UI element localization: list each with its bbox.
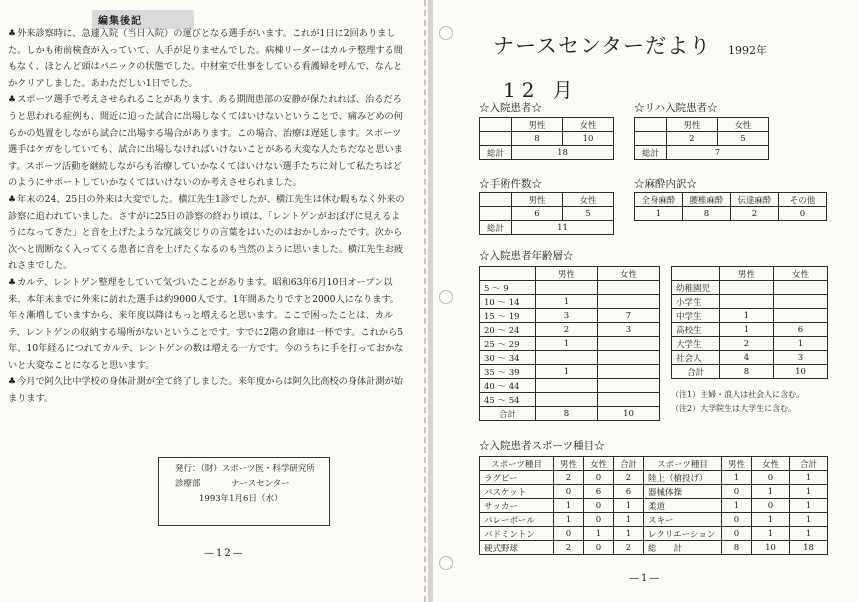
- age-table: 男性 女性 5 ～ 9 10 ～ 14 1 15 ～ 19 3 7 20 ～ 24 2 3 25 ～ 29 1 30 ～ 34 35 ～ 39 1 40 ～ 44 45 ～ 54 合計 8 10: [479, 266, 660, 421]
- table-row: 小学生: [672, 295, 828, 309]
- table-row: 大学生 2 1: [672, 337, 828, 351]
- editor-notes-body: [8, 26, 408, 408]
- editor-notes-heading: 編集後記: [92, 10, 194, 29]
- punch-hole-icon: [439, 290, 453, 304]
- page-number: —12—: [204, 548, 245, 559]
- page-number: —1—: [629, 573, 662, 584]
- table-row: 45 ～ 54: [480, 393, 660, 407]
- table-row: 社会人 4 3: [672, 351, 828, 365]
- footnote-1: （注1）主婦・浪人は社会人に含む。: [671, 390, 805, 399]
- paragraph: ♣カルテ、レントゲン整理をしていて気づいたことがあります。昭和63年6月10日オープン以来、本年末までに外来に訪れた選手は約9000人です。1年間あたりですと2000人になります。年々漸増していますから、来年度以降はもっと増えると思います。ここで困ったことは、カルテ、レントゲンの収納する場所がないということです。すでに2階の倉庫は一杯です。これから5年、10年経るにつれてカルテ、レントゲンの数は増える一方です。今のうちに手を打っておかないと大変なことになると思います。: [8, 276, 404, 371]
- table-row: 25 ～ 29 1: [480, 337, 660, 351]
- punch-hole-icon: [439, 26, 453, 40]
- table-row: 幼稚園児: [672, 281, 828, 295]
- right-page: [433, 0, 858, 602]
- table-row: 5 ～ 9: [480, 281, 660, 295]
- newsletter-title: ナースセンターだより: [493, 34, 712, 58]
- sports-title: ☆入院患者スポーツ種目☆: [479, 440, 605, 452]
- anesthesia-table: 全身麻酔 腰椎麻酔 伝達麻酔 その他 1 8 2 0: [634, 192, 827, 221]
- table-row: 高校生 1 6: [672, 323, 828, 337]
- sports-table: スポーツ種目 男性 女性 合計 スポーツ種目 男性 女性 合計 ラグビー 2 0 2 陸上（槍投げ） 1 0 1 バスケット 0 6 6 器械体操 0 1 1 サッカー 1 0 1 柔道 1 0 1 バレーボール 1 0 1 スキー 0 1 1 バドミントン 0 1 1 レクリエーション 0 1 1 硬式野球 2 0 2 総 計 8 10 18: [479, 456, 828, 555]
- paragraph: ♣今月で阿久比中学校の身体計測が全て終了しました。来年度からは阿久比高校の身体計測が始まります。: [8, 376, 403, 405]
- table-row: バレーボール 1 0 1 スキー 0 1 1: [480, 513, 828, 527]
- colophon-department: 診療部 ナースセンター: [175, 479, 290, 489]
- admissions-table: 男性 女性 8 10 総計 18: [479, 117, 614, 160]
- club-bullet-icon: ♣: [8, 277, 17, 288]
- paragraph: ♣年末の24、25日の外来は大変でした。横江先生1診でしたが、横江先生は休む暇もなく外来の診察に追われていました。さすがに25日の診察の終わり頃は、「レントゲンがおぼげに見えるようになってきた」と音を上げたような冗談交じりの言葉をはいたのはおかしかったです。次から次へと間断なく入ってくる患者に音を上げたくなるのも当然のように思いました。横江先生お疲れさまでした。: [8, 193, 405, 272]
- left-page: [0, 0, 428, 602]
- rehab-title: ☆リハ入院患者☆: [634, 102, 718, 114]
- table-row: 中学生 1: [672, 309, 828, 323]
- paragraph: ♣外来診察時に、急遽入院（当日入院）の運びとなる選手がいます。これが1日に2回ありました。しかも術前検査が入っていて、人手が足りませんでした。病棟リーダーはカルテ整理する間もなく、ほとんど頭はパニックの状態でした。中材室で仕事をしている看護婦を呼んで、なんとかクリアしました。あわただしい1日でした。: [8, 28, 403, 89]
- club-bullet-icon: ♣: [8, 194, 17, 205]
- punch-hole-icon: [439, 556, 453, 570]
- colophon-box: [158, 457, 330, 526]
- table-total-row: 合計 8 10: [672, 365, 828, 379]
- colophon-publisher: 発行：（財）スポーツ医・科学研究所: [175, 464, 315, 474]
- newsletter-year: 1992年: [728, 44, 767, 57]
- table-row: サッカー 1 0 1 柔道 1 0 1: [480, 499, 828, 513]
- table-row: 15 ～ 19 3 7: [480, 309, 660, 323]
- table-row: バドミントン 0 1 1 レクリエーション 0 1 1: [480, 527, 828, 541]
- club-bullet-icon: ♣: [8, 95, 17, 106]
- paragraph: ♣スポーツ選手で考えさせられることがあります。ある期間患部の安静が保たれれば、治るだろうと思われる症例も、間近に迫った試合に出場しなくてはいけないということで、痛みどめの何らかの処置をしながら試合に出場する場合があります。この場合、治療は遅延します。スポーツ選手はケガをしていても、試合に出場しなければいけないことがある大変な人たちだなと思います。スポーツ活動を継続しながらも治療していかなくてはいけない選手たちに対して私たちはどのようにサポートしていかなくてはいけないのか考えさせられました。: [8, 94, 403, 189]
- colophon-date: 1993年1月6日（水）: [199, 494, 283, 504]
- school-table: 男性 女性 幼稚園児 小学生 中学生 1 高校生 1 6 大学生 2 1 社会人 4 3 合計 8 10: [671, 266, 828, 379]
- admissions-title: ☆入院患者☆: [479, 102, 542, 114]
- table-row: 35 ～ 39 1: [480, 365, 660, 379]
- newsletter-month: 12 月: [503, 78, 579, 102]
- surgery-table: 男性 女性 6 5 総計 11: [479, 192, 614, 235]
- table-row: 20 ～ 24 2 3: [480, 323, 660, 337]
- table-row: バスケット 0 6 6 器械体操 0 1 1: [480, 485, 828, 499]
- table-row: 10 ～ 14 1: [480, 295, 660, 309]
- club-bullet-icon: ♣: [8, 29, 17, 39]
- surgery-title: ☆手術件数☆: [479, 178, 542, 190]
- club-bullet-icon: ♣: [8, 377, 17, 388]
- anesthesia-title: ☆麻酔内訳☆: [634, 178, 697, 190]
- age-title: ☆入院患者年齢層☆: [479, 250, 574, 262]
- table-total-row: 合計 8 10: [480, 407, 660, 421]
- table-row: ラグビー 2 0 2 陸上（槍投げ） 1 0 1: [480, 471, 828, 485]
- page-edge-dashes: [424, 0, 426, 602]
- rehab-table: 男性 女性 2 5 総計 7: [634, 117, 769, 160]
- footnote-2: （注2）大学院生は大学生に含む。: [671, 404, 797, 413]
- table-row: 40 ～ 44: [480, 379, 660, 393]
- table-row: 30 ～ 34: [480, 351, 660, 365]
- table-row: 硬式野球 2 0 2 総 計 8 10 18: [480, 541, 828, 555]
